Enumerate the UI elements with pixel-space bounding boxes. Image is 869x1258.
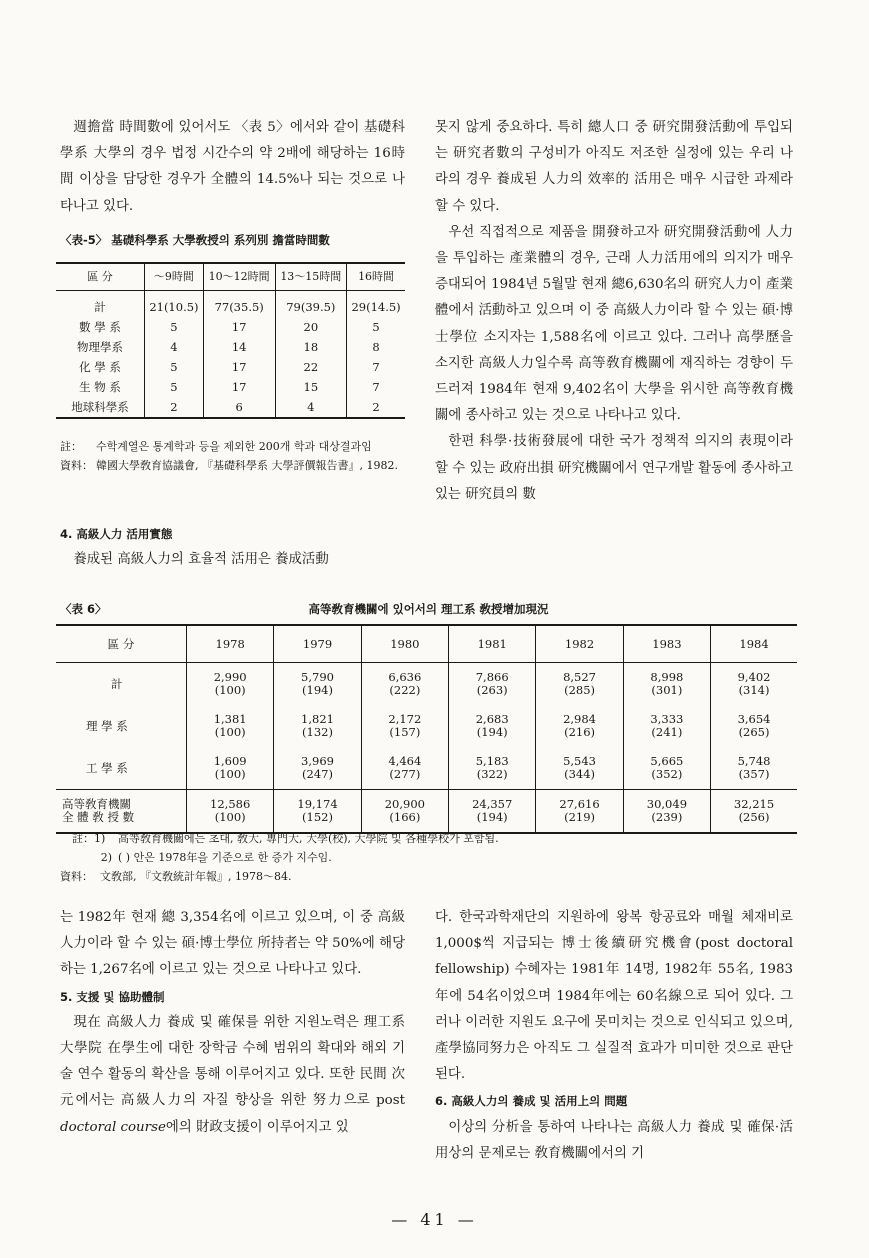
header-cell: ～9時間 <box>145 263 204 291</box>
cell-index: (263) <box>476 683 508 697</box>
table-cell: 8 <box>347 337 405 357</box>
table-cell: 2 <box>347 397 405 418</box>
cell-value: 1,609 <box>213 754 247 768</box>
row-label: 計 <box>94 300 106 314</box>
row-label: 物理學系 <box>77 340 123 354</box>
table-cell: 6 <box>203 397 275 418</box>
table-row <box>56 337 405 357</box>
table-cell <box>711 747 797 790</box>
cell-index: (216) <box>564 725 596 739</box>
note-label: 註： <box>60 440 82 453</box>
table-cell <box>623 663 710 706</box>
table-header-row <box>56 263 405 291</box>
cell-value: 4,464 <box>388 754 422 768</box>
cell-value: 27,616 <box>559 797 600 811</box>
table-cell: 17 <box>203 317 275 337</box>
cell-value: 32,215 <box>733 797 775 811</box>
table-cell <box>361 705 448 747</box>
table-cell <box>536 747 623 790</box>
cell-value: 3,969 <box>301 754 334 768</box>
paragraph: 못지 않게 중요하다. 특히 總人口 중 研究開發活動에 투입되는 研究者數의 구성비가 아직도 저조한 실정에 있는 우리 나라의 경우 養成된 人力의 效率的 活用은 매우 시급한 과제라 할 수 있다. <box>435 120 793 214</box>
section-heading: 6. 高級人力의 養成 및 活用上의 問題 <box>435 1094 628 1109</box>
cell-index: (241) <box>651 725 683 739</box>
header-cell: 1984 <box>711 625 797 663</box>
table-cell: 18 <box>275 337 347 357</box>
cell-index: (247) <box>302 767 333 781</box>
table-header-row <box>56 625 797 663</box>
cell-index: (100) <box>214 683 246 697</box>
row-label: 理 學 系 <box>86 718 128 733</box>
table-row <box>56 377 405 397</box>
italic-term: doctoral course <box>60 1119 166 1135</box>
table-cell: 14 <box>203 337 275 357</box>
header-cell: 1982 <box>536 625 623 663</box>
paragraph-text: 現在 高級人力 養成 및 確保를 위한 지원노력은 理工系 大學院 在學生에 대한 장학금 수혜 범위의 확대와 해외 기술 연수 활동의 확산을 통해 이루어지고 있다. 또한 民間 次元에서는 高級人力의 자질 향상을 위한 努力으로 post <box>60 1014 405 1109</box>
table-cell <box>623 705 710 747</box>
paragraph: 는 1982年 현재 總 3,354名에 이르고 있으며, 이 중 高級人力이라 할 수 있는 碩·博士學位 所持者는 약 50%에 해당하는 1,267名에 이르고 있는 것으로 나타나고 있다. <box>60 910 405 978</box>
table-row <box>56 663 797 706</box>
paragraph: 週擔當 時間數에 있어서도 〈表 5〉에서와 같이 基礎科學系 大學의 경우 법정 시간수의 약 2배에 해당하는 16時間 이상을 담당한 경우가 全體의 14.5%나 되는 것으로 나타나고 있다. <box>60 120 405 214</box>
right-column-bottom <box>435 905 793 1167</box>
row-label: 生 物 系 <box>79 380 121 394</box>
cell-value: 5,183 <box>475 754 509 768</box>
table-cell <box>187 790 274 834</box>
table-cell: 5 <box>145 357 204 377</box>
cell-value: 2,984 <box>563 712 597 726</box>
left-column-top <box>60 115 405 220</box>
table-row <box>56 705 797 747</box>
cell-index: (100) <box>214 810 246 824</box>
cell-index: (157) <box>389 725 421 739</box>
cell-index: (166) <box>389 810 421 824</box>
table-cell <box>274 790 361 834</box>
table6-title: 高等敎育機關에 있어서의 理工系 敎授增加現況 <box>308 602 549 616</box>
note-label: 2) <box>100 851 112 864</box>
header-cell: 1978 <box>187 625 274 663</box>
table-cell <box>274 705 361 747</box>
note-text: ( ) 안은 1978年을 기준으로 한 증가 지수임. <box>118 851 332 864</box>
table-row <box>56 397 405 418</box>
table-5 <box>56 262 405 419</box>
cell-index: (301) <box>651 683 683 697</box>
table-row <box>56 357 405 377</box>
header-cell: 區 分 <box>87 270 113 283</box>
note-label: 註：1) <box>72 832 106 845</box>
table-row <box>56 291 405 318</box>
cell-value: 19,174 <box>297 797 338 811</box>
paragraph: 한편 科學·技術發展에 대한 국가 정책적 의지의 表現이라 할 수 있는 政府出損 研究機關에서 연구개발 활동에 종사하고 있는 研究員의 數 <box>435 434 793 502</box>
table-cell <box>536 663 623 706</box>
source-row <box>60 456 405 475</box>
note-row <box>72 829 797 848</box>
header-cell: 1979 <box>274 625 361 663</box>
row-label: 數 學 系 <box>79 320 121 334</box>
row-label <box>56 790 187 834</box>
paragraph: 養成된 高級人力의 효율적 活用은 養成活動 <box>73 552 329 568</box>
table-cell <box>623 747 710 790</box>
table-cell <box>536 705 623 747</box>
note-row <box>60 437 405 456</box>
cell-value: 5,790 <box>301 670 334 684</box>
table-row <box>56 317 405 337</box>
table-cell <box>361 790 448 834</box>
cell-index: (277) <box>389 767 421 781</box>
section-heading: 5. 支援 및 協助體制 <box>60 989 165 1004</box>
table-row-total <box>56 790 797 834</box>
table-cell <box>536 790 623 834</box>
table-cell: 29(14.5) <box>347 291 405 318</box>
cell-value: 8,527 <box>563 670 597 684</box>
table-cell: 22 <box>275 357 347 377</box>
table-cell: 79(39.5) <box>275 291 347 318</box>
source-label: 資料： <box>60 870 93 883</box>
left-column-section4 <box>60 521 405 573</box>
header-cell: 1980 <box>361 625 448 663</box>
note-text: 수학계열은 통계학과 등을 제외한 200개 학과 대상결과임 <box>96 440 372 453</box>
table-cell <box>449 705 536 747</box>
cell-index: (219) <box>564 810 596 824</box>
row-label: 化 學 系 <box>79 360 121 374</box>
paragraph: 이상의 分析을 통하여 나타나는 高級人力 養成 및 確保·活用상의 문제로는 敎育機關에서의 기 <box>435 1119 793 1161</box>
cell-index: (100) <box>214 767 246 781</box>
table-cell: 7 <box>347 377 405 397</box>
table-cell: 21(10.5) <box>145 291 204 318</box>
table-cell <box>361 747 448 790</box>
source-label: 資料： <box>60 459 93 472</box>
row-label-line: 高等敎育機關 <box>62 797 131 811</box>
table-cell: 17 <box>203 377 275 397</box>
table6-notes <box>60 829 797 886</box>
cell-value: 3,333 <box>650 712 684 726</box>
paragraph <box>60 1010 405 1141</box>
row-label: 計 <box>111 676 123 691</box>
cell-index: (322) <box>476 767 508 781</box>
cell-value: 12,586 <box>210 797 251 811</box>
cell-value: 24,357 <box>472 797 513 811</box>
table-cell <box>274 747 361 790</box>
cell-value: 9,402 <box>737 670 771 684</box>
table6-label: 〈表 6〉 <box>60 602 107 616</box>
paragraph: 다. 한국과학재단의 지원하에 왕복 항공료와 매월 체재비로 1,000$씩 지급되는 博士後續研究機會(post doctoral fellowship) 수혜자는 1981年 14명, 1982年 55名, 1983年에 54名이었으며 1984年에는 60名線으로 되어 있다. 그러나 이러한 지원도 요구에 못미치는 것으로 인식되고 있으며, 產學協同努力은 아직도 그 실질적 효과가 미미한 것으로 판단된다. <box>435 910 793 1083</box>
paragraph-text: 에의 財政支援이 이루어지고 있 <box>165 1119 349 1135</box>
header-cell: 1983 <box>623 625 710 663</box>
cell-value: 8,998 <box>650 670 684 684</box>
table-cell: 4 <box>275 397 347 418</box>
table-cell: 5 <box>145 317 204 337</box>
cell-value: 7,866 <box>475 670 509 684</box>
table-cell: 77(35.5) <box>203 291 275 318</box>
table-cell <box>361 663 448 706</box>
cell-index: (256) <box>738 810 770 824</box>
note-row <box>72 848 797 867</box>
table-cell <box>449 747 536 790</box>
cell-value: 1,381 <box>213 712 247 726</box>
table-cell <box>711 663 797 706</box>
row-label: 地球科學系 <box>71 400 129 414</box>
cell-value: 30,049 <box>646 797 688 811</box>
table5-caption: 〈表-5〉 基礎科學系 大學敎授의 系列別 擔當時間數 <box>60 233 330 247</box>
table-cell: 4 <box>145 337 204 357</box>
cell-index: (194) <box>476 725 508 739</box>
header-cell: 區 分 <box>107 637 135 651</box>
table-cell <box>623 790 710 834</box>
cell-index: (352) <box>651 767 683 781</box>
cell-index: (132) <box>302 725 333 739</box>
table-cell <box>449 790 536 834</box>
cell-index: (152) <box>302 810 333 824</box>
cell-value: 5,543 <box>563 754 597 768</box>
header-cell: 13～15時間 <box>275 263 347 291</box>
cell-value: 5,665 <box>650 754 684 768</box>
source-row <box>60 867 797 886</box>
table-cell: 5 <box>347 317 405 337</box>
cell-index: (239) <box>651 810 683 824</box>
table-cell <box>274 663 361 706</box>
table5-notes <box>60 437 405 475</box>
source-text: 文敎部, 『文敎統計年報』, 1978～84. <box>100 870 292 883</box>
cell-index: (100) <box>214 725 246 739</box>
cell-value: 3,654 <box>737 712 771 726</box>
cell-value: 1,821 <box>301 712 334 726</box>
cell-index: (314) <box>738 683 770 697</box>
table-cell <box>187 747 274 790</box>
table-cell: 5 <box>145 377 204 397</box>
table-cell: 20 <box>275 317 347 337</box>
paragraph: 우선 직접적으로 제품을 開發하고자 研究開發活動에 人力을 투입하는 產業體의 경우, 근래 人力活用에의 의지가 매우 증대되어 1984년 5월말 현재 總6,630名의 研究人力이 產業體에서 活動하고 있으며 이 중 高級人力이라 할 수 있는 碩·博士學位 소지자는 1,588名에 이르고 있다. 그러나 高學歷을 소지한 高級人力일수록 高等敎育機關에 재직하는 경향이 두드러져 1984年 현재 9,402名이 大學을 위시한 高等敎育機關에 종사하고 있는 것으로 나타나고 있다. <box>435 224 793 424</box>
header-cell: 1981 <box>449 625 536 663</box>
section-heading: 4. 高級人力 活用實態 <box>60 527 173 541</box>
cell-value: 5,748 <box>737 754 771 768</box>
cell-value: 6,636 <box>388 670 422 684</box>
table-cell <box>711 705 797 747</box>
cell-index: (194) <box>302 683 333 697</box>
table-cell <box>187 705 274 747</box>
cell-index: (265) <box>738 725 770 739</box>
table-cell: 2 <box>145 397 204 418</box>
table-cell: 15 <box>275 377 347 397</box>
header-cell: 10～12時間 <box>203 263 275 291</box>
cell-index: (222) <box>389 683 421 697</box>
row-label-line: 全 體 敎 授 數 <box>62 810 135 824</box>
cell-value: 2,990 <box>213 670 247 684</box>
note-text: 高等敎育機關에는 초대, 敎大, 專門大, 大學(校), 大學院 및 各種學校가 포함됨. <box>118 832 499 845</box>
cell-index: (285) <box>564 683 596 697</box>
source-text: 韓國大學敎育協議會, 『基礎科學系 大學評價報告書』, 1982. <box>96 459 398 472</box>
header-cell: 16時間 <box>347 263 405 291</box>
row-label: 工 學 系 <box>86 760 128 775</box>
left-column-bottom <box>60 905 405 1141</box>
table-cell: 17 <box>203 357 275 377</box>
table-cell <box>711 790 797 834</box>
page-number: — 41 — <box>391 1210 478 1229</box>
cell-index: (357) <box>738 767 770 781</box>
cell-value: 20,900 <box>384 797 425 811</box>
table-cell: 7 <box>347 357 405 377</box>
cell-index: (344) <box>564 767 596 781</box>
cell-index: (194) <box>476 810 508 824</box>
table-row <box>56 747 797 790</box>
table-6 <box>56 624 797 834</box>
table-cell <box>449 663 536 706</box>
cell-value: 2,683 <box>475 712 509 726</box>
table-cell <box>187 663 274 706</box>
cell-value: 2,172 <box>388 712 422 726</box>
right-column-top <box>435 115 793 508</box>
